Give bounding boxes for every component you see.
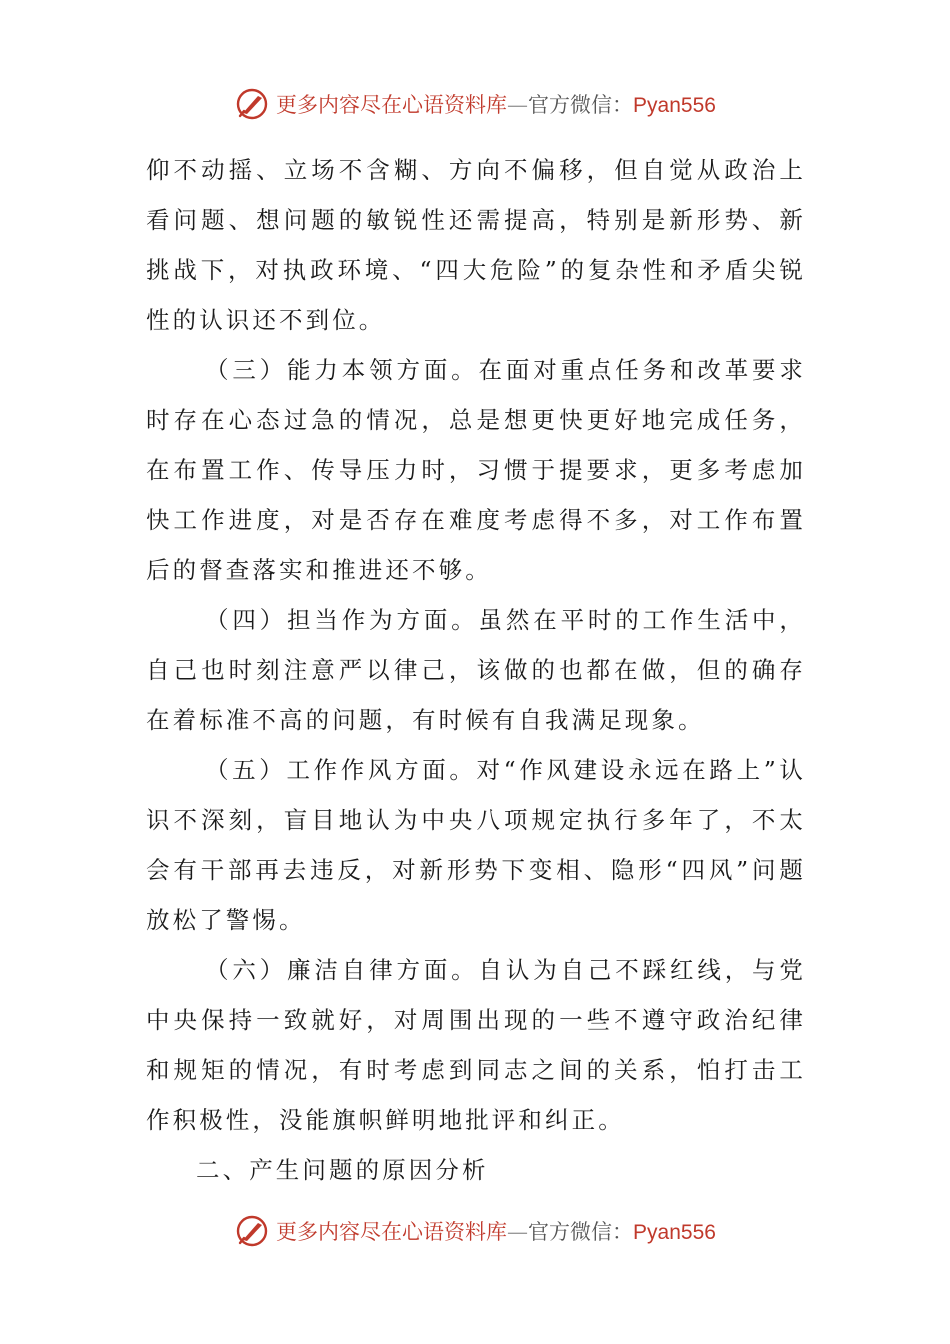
header-banner — [0, 82, 950, 126]
paragraph-responsibility: （四）担当作为方面。虽然在平时的工作生活中，自己也时刻注意严以律己，该做的也都在做，但的确存在着标准不高的问题，有时候有自我满足现象。 — [146, 606, 806, 734]
banner-text — [276, 1216, 716, 1246]
banner-separator: — — [507, 93, 529, 117]
paragraph-political-continuation: 仰不动摇、立场不含糊、方向不偏移，但自觉从政治上看问题、想问题的敏锐性还需提高，特别是新形势、新挑战下，对执政环境、“四大危险”的复杂性和矛盾尖锐性的认识还不到位。 — [146, 156, 806, 334]
banner-wechat-label: 官方微信： — [528, 1220, 634, 1244]
banner-wechat-label: 官方微信： — [528, 93, 634, 117]
banner-wechat-id: Pyan556 — [633, 1221, 716, 1244]
footer-banner — [0, 1209, 950, 1253]
banner-main-text: 更多内容尽在心语资料库 — [276, 93, 508, 117]
banner-text — [276, 89, 716, 119]
banner-wechat-id: Pyan556 — [633, 94, 716, 117]
quill-logo-icon — [234, 1213, 270, 1249]
paragraph-ability: （三）能力本领方面。在面对重点任务和改革要求时存在心态过急的情况，总是想更快更好地完成任务，在布置工作、传导压力时，习惯于提要求，更多考虑加快工作进度，对是否存在难度考虑得不多，对工作布置后的督查落实和推进还不够。 — [146, 356, 806, 584]
quill-logo-icon — [234, 86, 270, 122]
document-body — [146, 145, 806, 1195]
paragraph-work-style: （五）工作作风方面。对“作风建设永远在路上”认识不深刻，盲目地认为中央八项规定执行多年了，不太会有干部再去违反，对新形势下变相、隐形“四风”问题放松了警惕。 — [146, 756, 806, 934]
section-heading-causes: 二、产生问题的原因分析 — [196, 1156, 489, 1184]
banner-separator: — — [507, 1220, 529, 1244]
banner-main-text: 更多内容尽在心语资料库 — [276, 1220, 508, 1244]
paragraph-integrity: （六）廉洁自律方面。自认为自己不踩红线，与党中央保持一致就好，对周围出现的一些不遵守政治纪律和规矩的情况，有时考虑到同志之间的关系，怕打击工作积极性，没能旗帜鲜明地批评和纠正。 — [146, 956, 806, 1134]
